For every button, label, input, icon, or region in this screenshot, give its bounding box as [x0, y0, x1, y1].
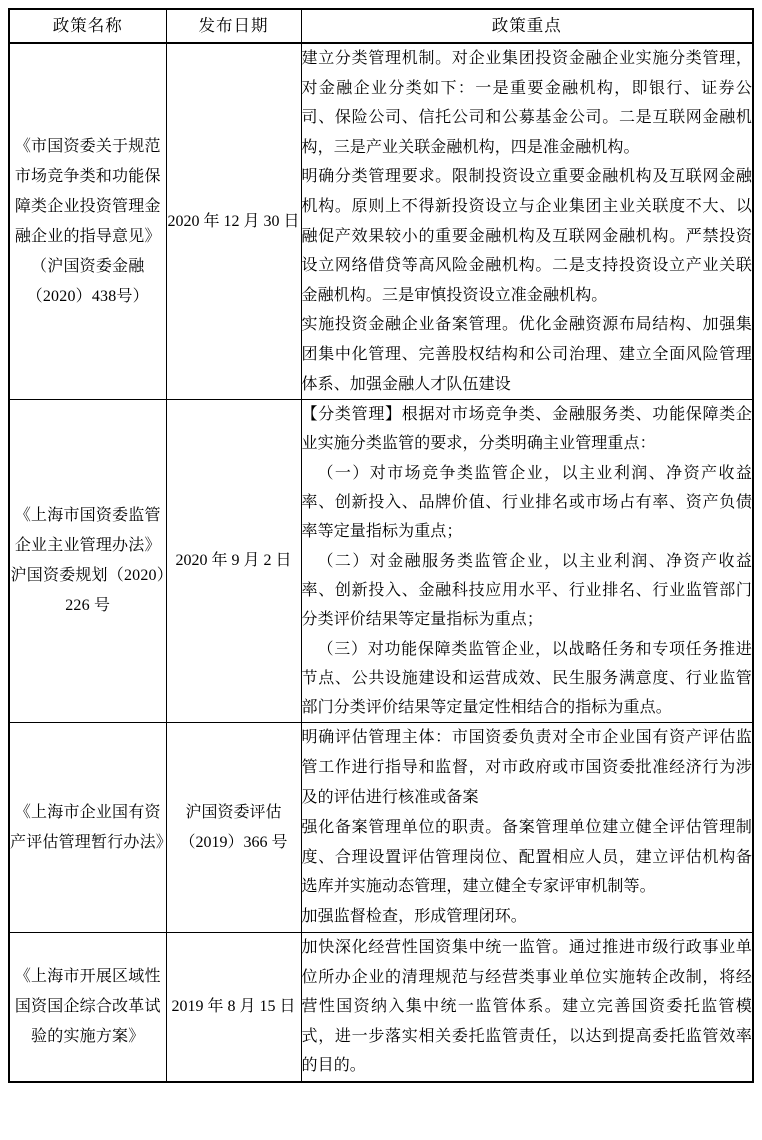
policy-focus-cell	[301, 723, 753, 933]
policy-name-cell: 《市国资委关于规范市场竞争类和功能保障类企业投资管理金融企业的指导意见》（沪国资委金融（2020）438号）	[9, 43, 166, 400]
policy-name-cell: 《上海市国资委监管企业主业管理办法》沪国资委规划（2020）226 号	[9, 400, 166, 723]
table-row	[9, 400, 753, 723]
focus-paragraph: （一）对市场竞争类监管企业，以主业利润、净资产收益率、创新投入、品牌价值、行业排名或市场占有率、资产负债率等定量指标为重点；	[301, 464, 752, 541]
policy-name-cell: 《上海市开展区域性国资国企综合改革试验的实施方案》	[9, 932, 166, 1081]
policy-focus-cell	[301, 400, 753, 723]
publish-date-cell: 沪国资委评估（2019）366 号	[166, 723, 301, 933]
focus-paragraph: 强化备案管理单位的职责。备案管理单位建立健全评估管理制度、合理设置评估管理岗位、配置相应人员，建立评估机构备选库并实施动态管理，建立健全专家评审机制等。	[301, 818, 752, 896]
publish-date-cell: 2020 年 9 月 2 日	[166, 400, 301, 723]
publish-date-cell: 2019 年 8 月 15 日	[166, 932, 301, 1081]
table-row	[9, 723, 753, 933]
column-header-publish-date: 发布日期	[166, 9, 301, 43]
publish-date-cell: 2020 年 12 月 30 日	[166, 43, 301, 400]
focus-paragraph: 明确评估管理主体：市国资委负责对全市企业国有资产评估监管工作进行指导和监督，对市政府或市国资委批准经济行为涉及的评估进行核准或备案	[301, 729, 752, 806]
focus-paragraph: 明确分类管理要求。限制投资设立重要金融机构及互联网金融机构。原则上不得新投资设立与企业集团主业关联度不大、以融促产效果较小的重要金融机构及互联网金融机构。严禁投资设立网络借贷等高风险金融机构。二是支持投资设立产业关联金融机构。三是审慎投资设立准金融机构。	[301, 168, 752, 304]
header-row	[9, 9, 753, 43]
focus-paragraph: （三）对功能保障类监管企业，以战略任务和专项任务推进节点、公共设施建设和运营成效、民生服务满意度、行业监管部门分类评价结果等定量定性相结合的指标为重点。	[301, 640, 752, 717]
policy-focus-cell	[301, 932, 753, 1081]
focus-paragraph: （二）对金融服务类监管企业，以主业利润、净资产收益率、创新投入、金融科技应用水平、行业排名、行业监管部门分类评价结果等定量指标为重点；	[301, 552, 752, 629]
focus-paragraph: 实施投资金融企业备案管理。优化金融资源布局结构、加强集团集中化管理、完善股权结构和公司治理、建立全面风险管理体系、加强金融人才队伍建设	[301, 316, 752, 393]
table-header	[9, 9, 753, 43]
table-body	[9, 43, 753, 1082]
table-row	[9, 932, 753, 1081]
column-header-policy-name: 政策名称	[9, 9, 166, 43]
table-row	[9, 43, 753, 400]
policy-focus-cell	[301, 43, 753, 400]
policy-name-cell: 《上海市企业国有资产评估管理暂行办法》	[9, 723, 166, 933]
column-header-policy-focus: 政策重点	[301, 9, 753, 43]
focus-paragraph: 【分类管理】根据对市场竞争类、金融服务类、功能保障类企业实施分类监管的要求，分类明确主业管理重点：	[301, 406, 752, 453]
policy-table	[8, 8, 754, 1083]
focus-paragraph: 建立分类管理机制。对企业集团投资金融企业实施分类管理，对金融企业分类如下：一是重要金融机构，即银行、证券公司、保险公司、信托公司和公募基金公司。二是互联网金融机构，三是产业关联金融机构，四是准金融机构。	[301, 50, 752, 156]
focus-paragraph: 加强监督检查，形成管理闭环。	[301, 908, 527, 926]
focus-paragraph: 加快深化经营性国资集中统一监管。通过推进市级行政事业单位所办企业的清理规范与经营类事业单位实施转企改制，将经营性国资纳入集中统一监管体系。建立完善国资委托监管模式，进一步落实相关委托监管责任，以达到提高委托监管效率的目的。	[301, 938, 752, 1075]
